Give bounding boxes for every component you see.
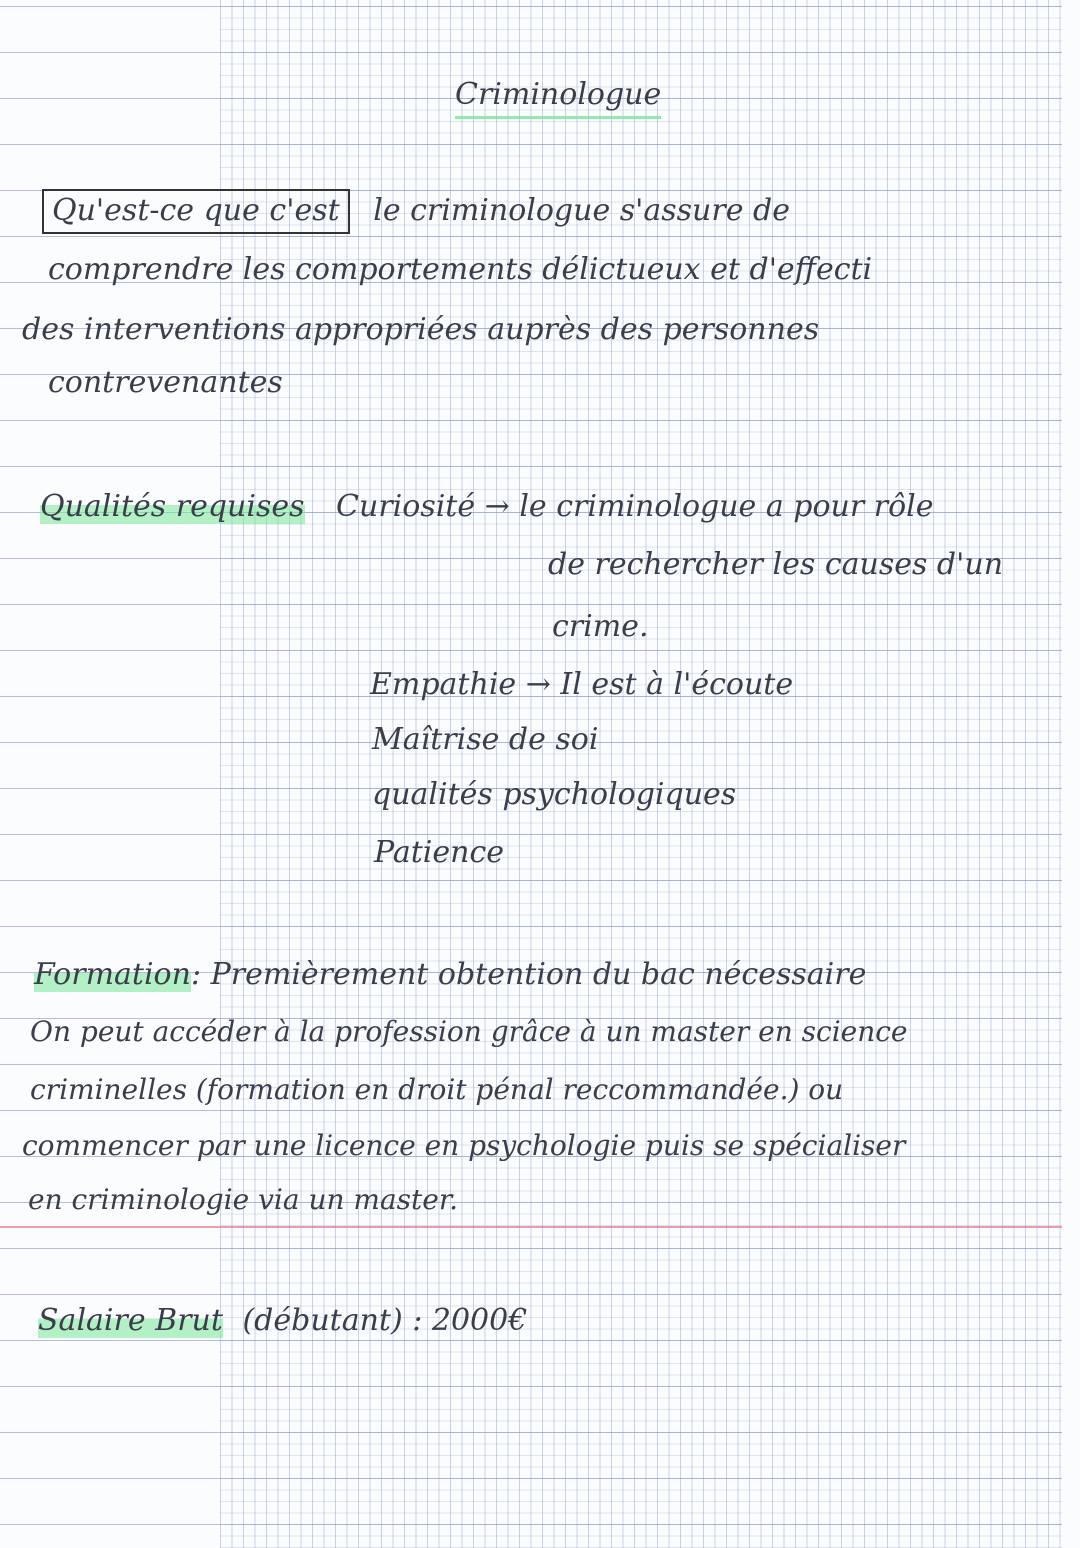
salary-value: (débutant) : 2000€	[242, 1303, 528, 1338]
quality-item: Maîtrise de soi	[372, 722, 599, 757]
formation-line: : Premièrement obtention du bac nécessaire	[190, 957, 867, 992]
definition-label: Qu'est-ce que c'est	[42, 189, 350, 234]
salary-label: Salaire Brut	[38, 1303, 223, 1338]
formation-label: Formation	[34, 957, 191, 992]
page-title: Criminologue	[455, 80, 661, 119]
definition-line: des interventions appropriées auprès des personnes	[22, 312, 820, 347]
quality-item: Curiosité → le criminologue a pour rôle	[336, 489, 934, 524]
quality-item: qualités psychologiques	[372, 777, 737, 812]
quality-item: de rechercher les causes d'un	[548, 547, 1004, 582]
formation-line: en criminologie via un master.	[28, 1183, 459, 1216]
quality-item: Patience	[374, 835, 505, 870]
definition-line: le criminologue s'assure de	[373, 193, 790, 228]
quality-item: crime.	[552, 609, 649, 644]
formation-line: On peut accéder à la profession grâce à un master en science	[30, 1015, 908, 1048]
quality-item: Empathie → Il est à l'écoute	[370, 667, 794, 702]
formation-line: criminelles (formation en droit pénal reccommandée.) ou	[30, 1073, 844, 1106]
red-margin-line	[0, 1226, 1062, 1228]
formation-line: commencer par une licence en psychologie puis se spécialiser	[22, 1129, 906, 1162]
salary-row	[38, 1303, 528, 1338]
page-edge	[1062, 0, 1080, 1548]
definition-line: contrevenantes	[48, 365, 283, 400]
definition-row-1	[42, 193, 790, 228]
qualities-row-1	[40, 489, 934, 524]
definition-line: comprendre les comportements délictueux et d'effecti	[48, 252, 873, 287]
qualities-label: Qualités requises	[40, 489, 305, 524]
formation-row-1	[34, 957, 867, 992]
